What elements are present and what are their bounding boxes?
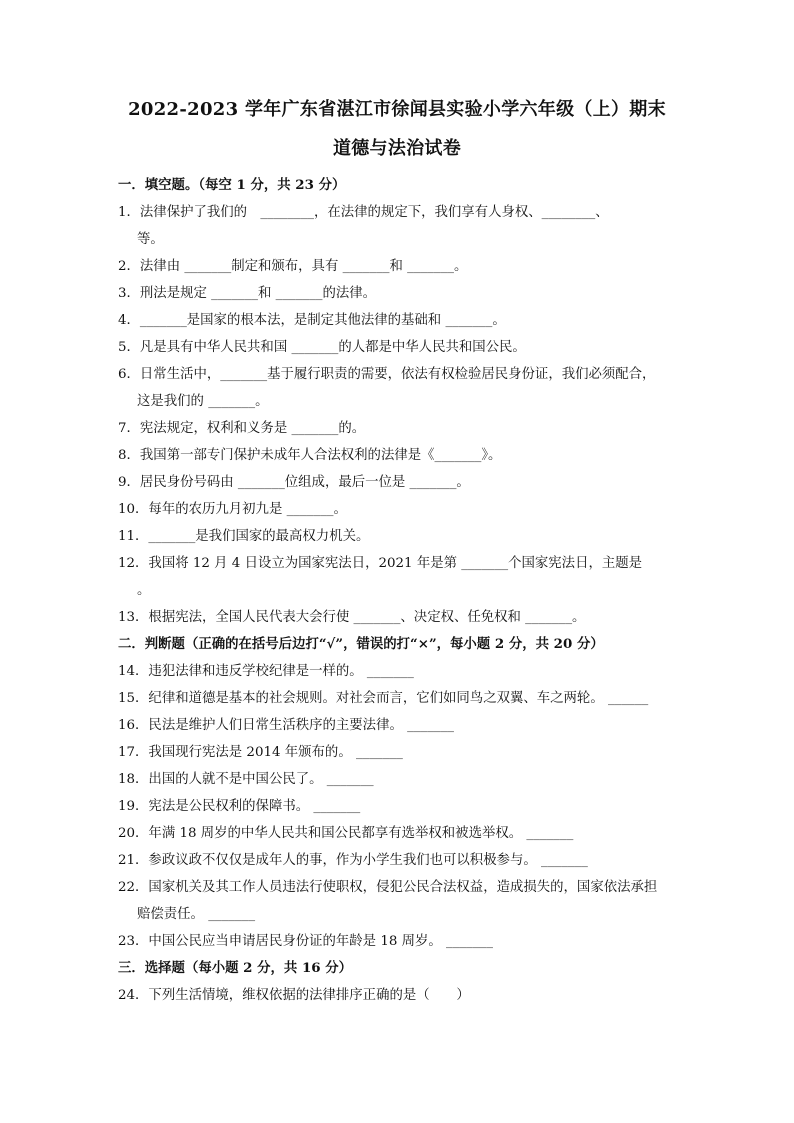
- question-2: 2．法律由 _______制定和颁布，具有 _______和 _______。: [118, 259, 468, 274]
- question-24: 24．下列生活情境，维权依据的法律排序正确的是（ ）: [118, 988, 470, 1003]
- question-17: 17．我国现行宪法是 2014 年颁布的。 _______: [118, 745, 403, 760]
- question-14: 14．违犯法律和违反学校纪律是一样的。 _______: [118, 664, 414, 679]
- section-heading-multiple-choice: 三．选择题（每小题 2 分，共 16 分）: [118, 960, 353, 976]
- question-9: 9．居民身份号码由 _______位组成，最后一位是 _______。: [118, 475, 470, 490]
- question-12: 12．我国将 12 月 4 日设立为国家宪法日，2021 年是第 _______个国家宪法日，主题是: [118, 556, 643, 571]
- question-22: 22．国家机关及其工作人员违法行使职权，侵犯公民合法权益，造成损失的，国家依法承担: [118, 880, 658, 895]
- section-heading-fill-in: 一．填空题。（每空 1 分，共 23 分）: [118, 177, 346, 193]
- question-6: 6．日常生活中，_______基于履行职责的需要，依法有权检验居民身份证，我们必须配合，: [118, 367, 656, 382]
- section-heading-true-false: 二．判断题（正确的在括号后边打“√”，错误的打“×”，每小题 2 分，共 20 分）: [118, 636, 604, 652]
- question-16: 16．民法是维护人们日常生活秩序的主要法律。 _______: [118, 718, 454, 733]
- exam-title-line-1: 2022-2023 学年广东省湛江市徐闻县实验小学六年级（上）期末: [128, 99, 666, 120]
- question-18: 18．出国的人就不是中国公民了。 _______: [118, 772, 374, 787]
- question-15: 15．纪律和道德是基本的社会规则。对社会而言，它们如同鸟之双翼、车之两轮。 ______: [118, 691, 649, 706]
- question-3: 3．刑法是规定 _______和 _______的法律。: [118, 286, 377, 301]
- question-6-continued: 这是我们的 _______。: [137, 394, 269, 409]
- exam-title-line-2: 道德与法治试卷: [332, 138, 462, 159]
- question-22-continued: 赔偿责任。 _______: [137, 907, 256, 922]
- question-12-continued: 。: [137, 583, 151, 598]
- question-1-continued: 等。: [137, 232, 164, 247]
- question-5: 5．凡是具有中华人民共和国 _______的人都是中华人民共和国公民。: [118, 340, 526, 355]
- question-10: 10．每年的农历九月初九是 _______。: [118, 502, 347, 517]
- question-19: 19．宪法是公民权利的保障书。 _______: [118, 799, 361, 814]
- question-7: 7．宪法规定，权利和义务是 _______的。: [118, 421, 366, 436]
- question-4: 4．_______是国家的根本法，是制定其他法律的基础和 _______。: [118, 313, 506, 328]
- question-20: 20．年满 18 周岁的中华人民共和国公民都享有选举权和被选举权。 _______: [118, 826, 574, 841]
- question-23: 23．中国公民应当申请居民身份证的年龄是 18 周岁。 _______: [118, 934, 493, 949]
- question-21: 21．参政议政不仅仅是成年人的事，作为小学生我们也可以积极参与。 _______: [118, 853, 588, 868]
- exam-content: [118, 172, 678, 1009]
- question-11: 11．_______是我们国家的最高权力机关。: [118, 529, 370, 544]
- question-13: 13．根据宪法，全国人民代表大会行使 _______、决定权、任免权和 _______。: [118, 610, 586, 625]
- question-1: 1．法律保护了我们的 ________，在法律的规定下，我们享有人身权、________、: [118, 205, 609, 220]
- question-8: 8．我国第一部专门保护未成年人合法权利的法律是《_______》。: [118, 448, 502, 463]
